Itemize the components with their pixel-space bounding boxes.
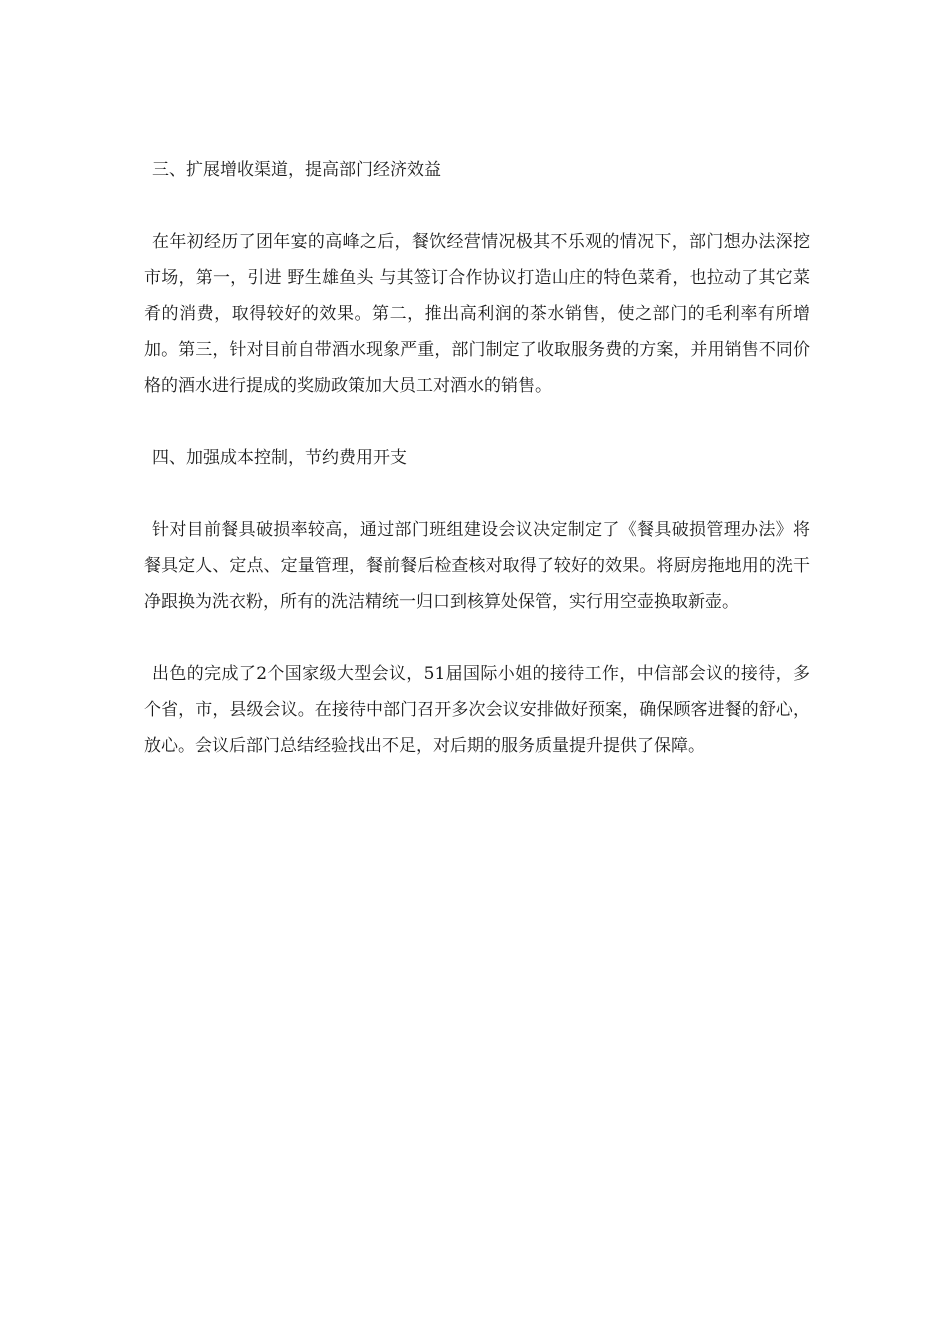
document-body [144, 152, 810, 800]
section-4-paragraph-1: 针对目前餐具破损率较高，通过部门班组建设会议决定制定了《餐具破损管理办法》将餐具定人、定点、定量管理，餐前餐后检查核对取得了较好的效果。将厨房拖地用的洗干净跟换为洗衣粉，所有的洗洁精统一归口到核算处保管，实行用空壶换取新壶。 [144, 520, 810, 612]
section-4-paragraph-2: 出色的完成了2个国家级大型会议，51届国际小姐的接待工作，中信部会议的接待，多个省，市，县级会议。在接待中部门召开多次会议安排做好预案，确保顾客进餐的舒心，放心。会议后部门总结经验找出不足，对后期的服务质量提升提供了保障。 [144, 664, 810, 756]
section-3-heading: 三、扩展增收渠道，提高部门经济效益 [152, 160, 441, 180]
section-3-paragraph: 在年初经历了团年宴的高峰之后，餐饮经营情况极其不乐观的情况下，部门想办法深挖市场，第一，引进 野生雄鱼头 与其签订合作协议打造山庄的特色菜肴，也拉动了其它菜肴的消费，取得较好的效果。第二，推出高利润的茶水销售，使之部门的毛利率有所增加。第三，针对目前自带酒水现象严重，部门制定了收取服务费的方案，并用销售不同价格的酒水进行提成的奖励政策加大员工对酒水的销售。 [144, 232, 810, 396]
section-4-heading: 四、加强成本控制，节约费用开支 [152, 448, 407, 468]
